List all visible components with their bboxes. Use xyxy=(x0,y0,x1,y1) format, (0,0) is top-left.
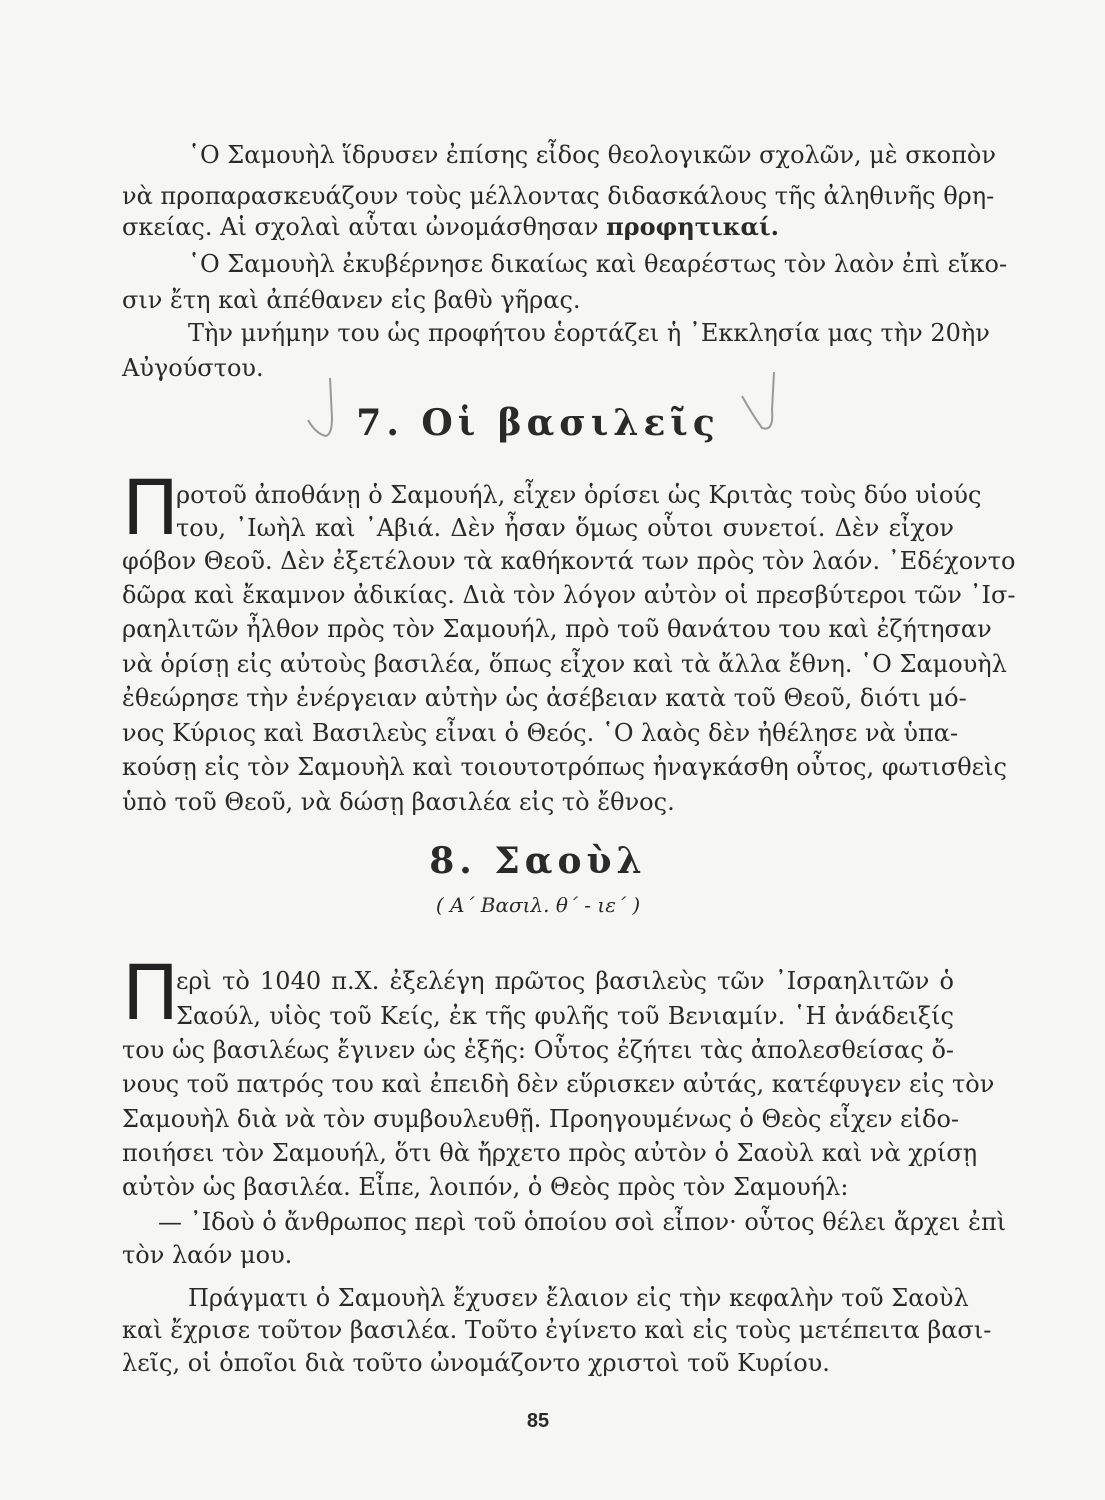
text-line: ῾Ο Σαμουὴλ ἵδρυσεν ἐπίσης εἶδος θεολογικῶν σχολῶν, μὲ σκοπὸν xyxy=(188,141,996,169)
text-line: δῶρα καὶ ἔκαμνον ἀδικίας. Διὰ τὸν λόγον αὐτὸν οἱ πρεσβύτεροι τῶν ᾿Ισ- xyxy=(122,581,1016,609)
text-line: νος Κύριος καὶ Βασιλεὺς εἶναι ὁ Θεός. ῾Ο λαὸς δὲν ἠθέλησε νὰ ὑπα- xyxy=(122,719,959,747)
text-line: τὸν λαόν μου. xyxy=(122,1241,293,1269)
page-number: 85 xyxy=(526,1410,550,1432)
text-line: Τὴν μνήμην του ὡς προφήτου ἑορτάζει ἡ ᾿Εκκλησία μας τὴν 20ὴν xyxy=(188,319,990,347)
text-line: Αὐγούστου. xyxy=(122,354,264,382)
text-line: ροτοῦ ἀποθάνῃ ὁ Σαμουήλ, εἶχεν ὁρίσει ὡς Κριτὰς τοὺς δύο υἱούς xyxy=(176,481,982,509)
drop-cap: Π xyxy=(122,463,180,552)
text-line: ποιήσει τὸν Σαμουήλ, ὅτι θὰ ἤρχετο πρὸς αὐτὸν ὁ Σαοὺλ καὶ νὰ χρίσῃ xyxy=(122,1139,978,1167)
text-line: αὐτὸν ὡς βασιλέα. Εἶπε, λοιπόν, ὁ Θεὸς πρὸς τὸν Σαμουήλ: xyxy=(122,1173,849,1201)
text-line: ραηλιτῶν ἦλθον πρὸς τὸν Σαμουήλ, πρὸ τοῦ θανάτου του καὶ ἐζήτησαν xyxy=(122,615,992,643)
text-line: Σαμουὴλ διὰ νὰ τὸν συμβουλευθῇ. Προηγουμένως ὁ Θεὸς εἶχεν εἰδο- xyxy=(122,1105,960,1133)
bold-term: προφητικαί. xyxy=(606,212,779,241)
text-line: νους τοῦ πατρός του καὶ ἐπειδὴ δὲν εὕρισκεν αὐτάς, κατέφυγεν εἰς τὸν xyxy=(122,1070,995,1098)
text-line: του ὡς βασιλέως ἔγινεν ὡς ἑξῆς: Οὗτος ἐζήτει τὰς ἀπολεσθείσας ὄ- xyxy=(122,1036,954,1064)
text-line: νὰ προπαρασκευάζουν τοὺς μέλλοντας διδασκάλους τῆς ἀληθινῆς θρη- xyxy=(122,182,995,210)
drop-cap: Π xyxy=(122,948,180,1037)
text-line: Σαούλ, υἱὸς τοῦ Κείς, ἐκ τῆς φυλῆς τοῦ Βενιαμίν. ῾Η ἀνάδειξίς xyxy=(176,1002,954,1030)
text-line: νὰ ὁρίσῃ εἰς αὐτοὺς βασιλέα, ὅπως εἶχον καὶ τὰ ἄλλα ἔθνη. ῾Ο Σαμουὴλ xyxy=(122,650,1007,678)
text-line: Πράγματι ὁ Σαμουὴλ ἔχυσεν ἔλαιον εἰς τὴν κεφαλὴν τοῦ Σαοὺλ xyxy=(188,1284,969,1312)
text-line: λεῖς, οἱ ὁποῖοι διὰ τοῦτο ὠνομάζοντο χριστοὶ τοῦ Κυρίου. xyxy=(122,1349,830,1377)
scripture-reference: ( Α΄ Βασιλ. θ΄ - ιε΄ ) xyxy=(435,893,641,917)
text-line: σιν ἔτη καὶ ἀπέθανεν εἰς βαθὺ γῆρας. xyxy=(122,286,581,314)
text-span: σκείας. Αἱ σχολαὶ αὗται ὠνομάσθησαν xyxy=(122,213,599,241)
text-line: ἐθεώρησε τὴν ἐνέργειαν αὐτὴν ὡς ἀσέβειαν κατὰ τοῦ Θεοῦ, διότι μό- xyxy=(122,684,967,712)
text-line: φόβον Θεοῦ. Δὲν ἐξετέλουν τὰ καθήκοντά των πρὸς τὸν λαόν. ᾿Εδέχοντο xyxy=(122,547,1016,575)
text-line: του, ᾿Ιωὴλ καὶ ᾿Αβιά. Δὲν ἦσαν ὅμως οὗτοι συνετοί. Δὲν εἶχον xyxy=(176,514,954,542)
section-heading: 8. Σαοὺλ xyxy=(429,840,647,882)
text-line: ῾Ο Σαμουὴλ ἐκυβέρνησε δικαίως καὶ θεαρέστως τὸν λαὸν ἐπὶ εἴκο- xyxy=(188,250,1008,278)
text-line xyxy=(122,212,954,242)
text-line: καὶ ἔχρισε τοῦτον βασιλέα. Τοῦτο ἐγίνετο καὶ εἰς τοὺς μετέπειτα βασι- xyxy=(122,1316,992,1344)
text-line: — ᾿Ιδοὺ ὁ ἄνθρωπος περὶ τοῦ ὁποίου σοὶ εἶπον· οὗτος θέλει ἄρχει ἐπὶ xyxy=(158,1208,1007,1236)
text-line: κούσῃ εἰς τὸν Σαμουὴλ καὶ τοιουτοτρόπως ἠναγκάσθη οὗτος, φωτισθεὶς xyxy=(122,753,1007,781)
text-line: ερὶ τὸ 1040 π.Χ. ἐξελέγη πρῶτος βασιλεὺς τῶν ᾿Ισραηλιτῶν ὁ xyxy=(176,967,954,995)
text-line: ὑπὸ τοῦ Θεοῦ, νὰ δώσῃ βασιλέα εἰς τὸ ἔθνος. xyxy=(122,788,675,816)
section-heading: 7. Οἱ βασιλεῖς xyxy=(356,402,720,444)
